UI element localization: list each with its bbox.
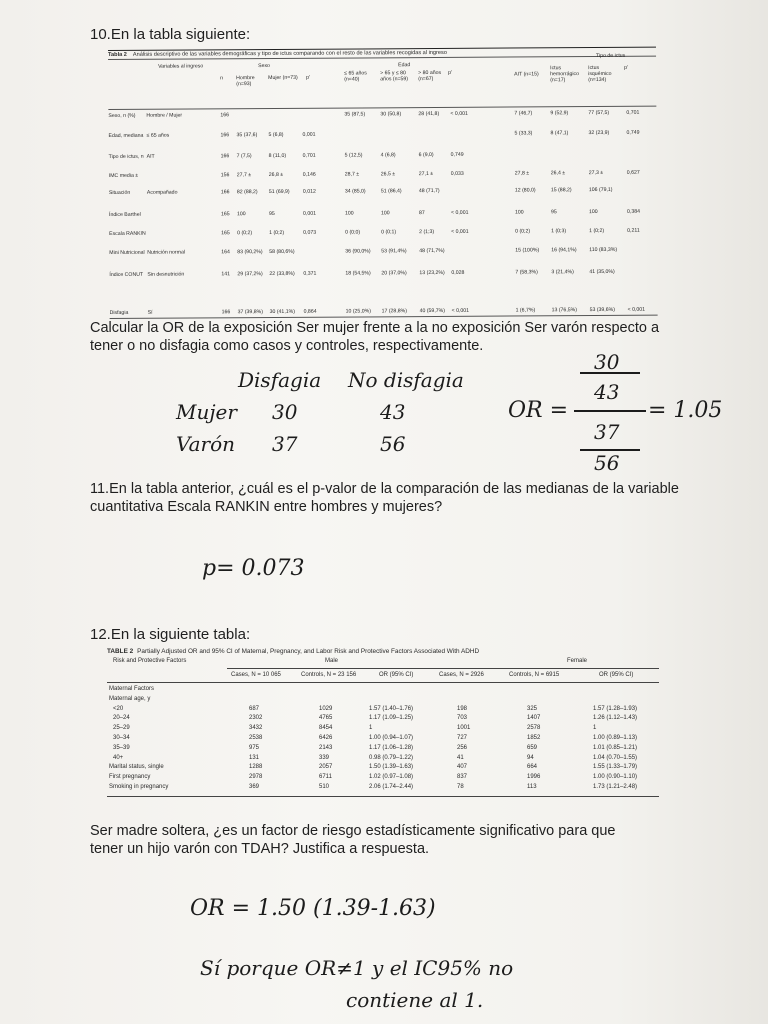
- t2-h-cases-m: Cases, N = 10 065: [231, 672, 281, 678]
- table1-cell-c4: 26,5 ±: [380, 171, 396, 178]
- table2-cell-label: 30–34: [113, 735, 130, 741]
- hw-mujer-no: 43: [380, 400, 406, 424]
- table1-cell-n: 165: [221, 230, 230, 237]
- hw-frac-bot-num: 37: [594, 420, 620, 444]
- table1-cell-label: Escala RANKIN: [109, 230, 146, 237]
- table1-cell-c4: 4 (6,8): [380, 152, 396, 159]
- table1-cell-p2: 0,033: [450, 170, 464, 177]
- hw-varon-disfagia: 37: [272, 432, 298, 456]
- table1-cell-label: Disfagia: [109, 309, 129, 316]
- t1-h-n: n: [220, 75, 224, 82]
- table1-caption: [108, 47, 656, 60]
- table1-cell-n: 166: [220, 132, 230, 139]
- table1-cell-c8: 77 (57,5): [588, 109, 610, 117]
- table1-cell-c5: 13 (23,2%): [419, 269, 445, 277]
- table2-cell-fk: 1407: [527, 715, 541, 722]
- t2-h-or-f: OR (95% CI): [599, 672, 634, 678]
- table2-row: [107, 745, 659, 754]
- table2-cell-fk: 94: [527, 754, 534, 761]
- table1-cell-c5: 28 (41,8): [418, 110, 440, 118]
- table1-cell-c2: 22 (33,8%): [269, 270, 295, 278]
- table1-cell-c8: 32 (23,9): [588, 129, 610, 137]
- table1-cell-n: 165: [220, 211, 230, 218]
- table1-cell-sub: Sin desnutrición: [147, 271, 185, 278]
- table1-cell-sub: Sí: [147, 309, 153, 316]
- t1-h-p: p': [306, 74, 311, 81]
- table1-cell-p3: < 0,001: [627, 306, 646, 313]
- table1-cell-c4: 20 (37,0%): [381, 270, 407, 277]
- table2-cell-fc: 256: [457, 744, 468, 751]
- table1-cell-p2: < 0,001: [450, 110, 468, 117]
- q12-heading: 12.En la siguiente tabla:: [90, 626, 251, 643]
- hw-row-varon: Varón: [176, 432, 236, 456]
- t1-h-isq: Ictus isquémico (n=134): [588, 65, 612, 84]
- table1-cell-p1: 0,073: [303, 229, 317, 236]
- table1-cell-c7: 13 (76,5%): [551, 307, 578, 314]
- table1-cell-p3: 0,384: [626, 208, 641, 215]
- table1-cell-c8: 41 (35,0%): [589, 268, 615, 276]
- hw-frac-bot-den: 56: [594, 451, 620, 475]
- table1-cell-c6: 0 (0;2): [515, 228, 531, 235]
- table1-cell-n: 164: [221, 249, 230, 256]
- table2-cell-mc: 2538: [249, 735, 263, 741]
- table1-cell-c7: 26,4 ±: [550, 170, 566, 177]
- table1-cell-p3: 0,701: [626, 109, 640, 116]
- table2-cell-fk: 659: [527, 744, 538, 751]
- table1-cell-c3: 36 (90,0%): [345, 248, 371, 255]
- table1-cell-c3: 35 (87,5): [344, 111, 366, 118]
- table2-cell-mk: 4765: [319, 715, 333, 722]
- table2-cell-label: First pregnancy: [109, 774, 151, 781]
- t1-h-mujer: Mujer (n=73): [268, 74, 298, 82]
- table1-cell-label: Situación: [108, 189, 131, 196]
- t2-h-female: Female: [567, 658, 588, 664]
- table1-cell-c5: 40 (59,7%): [419, 307, 446, 315]
- t1-h-p3: p': [624, 64, 629, 71]
- table1-cell-c2: 30 (41,1%): [269, 308, 296, 316]
- table1-cell-label: Mini Nutricional: [109, 249, 145, 256]
- table1-cell-c1: 82 (88,2): [236, 189, 258, 196]
- table1-cell-p1: 0,012: [302, 188, 316, 195]
- t2-group-rule: [227, 668, 659, 669]
- table1-row: [108, 110, 656, 124]
- table2-cell-fk: 1852: [527, 735, 541, 741]
- table2-cell-mk: 510: [319, 784, 330, 790]
- table1-cell-c7: 3 (21,4%): [551, 269, 574, 276]
- table1-cell-n: 166: [220, 153, 230, 160]
- table1-cell-c6: 27,8 ±: [514, 170, 530, 177]
- q10-heading: 10.En la tabla siguiente:: [90, 26, 251, 43]
- table1-cell-p2: < 0,001: [451, 228, 469, 235]
- table2-cell-mk: 8454: [319, 725, 333, 732]
- table2-cell-fk: 325: [527, 705, 538, 712]
- table2-caption-label: TABLE 2: [107, 648, 134, 655]
- hw-or-label: OR =: [508, 398, 569, 423]
- table1-cell-c1: 27,7 ±: [236, 172, 252, 179]
- table2-cell-mo: 1.50 (1.39–1.63): [369, 764, 414, 771]
- table2-cell-fo: 1.57 (1.28–1.93): [593, 705, 638, 712]
- table2-row: [107, 735, 659, 744]
- table1-cell-c1: 37 (39,8%): [237, 309, 264, 316]
- table1-cell-c7: 15 (88,2): [550, 187, 572, 194]
- table1-cell-c3: 34 (85,0): [344, 188, 366, 195]
- table2-cell-fk: 1996: [527, 774, 541, 781]
- table2-cell-fc: 1001: [457, 725, 471, 732]
- table2-cell-mk: 6426: [319, 735, 333, 741]
- table2-cell-mo: 0.98 (0.79–1.22): [369, 754, 414, 761]
- table1-cell-c2: 58 (80,6%): [269, 248, 295, 256]
- table2-cell-mk: 2057: [319, 764, 333, 771]
- t2-h-factors: Risk and Protective Factors: [113, 658, 187, 664]
- table1-cell-c5: 48 (71,7%): [419, 247, 445, 255]
- table1-cell-p1: 0,864: [303, 308, 317, 315]
- table1-row: [109, 170, 657, 184]
- table2-cell-fk: 113: [527, 784, 537, 790]
- table1-cell-c3: 10 (25,0%): [345, 308, 372, 315]
- q12-question: Ser madre soltera, ¿es un factor de riesgo estadísticamente significativo para que tener un hijo varón con TDAH? Justifica a respuesta.: [90, 823, 616, 857]
- t1-h-p2: p': [448, 69, 453, 76]
- table1-cell-c1: 7 (7,5): [236, 153, 252, 160]
- hw-mujer-disfagia: 30: [272, 400, 298, 424]
- table2-cell-mk: 2143: [319, 744, 333, 751]
- table1-row: [109, 228, 657, 242]
- table1-cell-c1: 83 (90,2%): [237, 249, 263, 256]
- table1-cell-c2: 95: [268, 210, 275, 218]
- table1-caption-text: Análisis descriptivo de las variables demográficas y tipo de ictus comparando con el resto de las variables recogidas al ingreso: [132, 49, 447, 58]
- table1-cell-c6: 100: [514, 209, 524, 216]
- table1-cell-n: 156: [220, 172, 230, 179]
- hw-answer-line2: contiene al 1.: [346, 988, 484, 1012]
- table1-cell-c4: 0 (0;1): [381, 229, 397, 236]
- table2-cell-fo: 1.73 (1.21–2.48): [593, 784, 638, 790]
- table2-cell-fo: 1.26 (1.12–1.43): [593, 715, 638, 722]
- table1-row: [109, 130, 657, 144]
- table2-row: [107, 696, 659, 705]
- t2-h-male: Male: [325, 658, 339, 664]
- table1-cell-c5: 87: [418, 210, 425, 217]
- table1-cell-c3: 0 (0;0): [345, 229, 361, 236]
- hw-frac-top-line: [580, 372, 640, 374]
- table1-cell-c1: 100: [236, 211, 246, 218]
- table1-cell-label: Edad, mediana: [108, 132, 144, 139]
- table1-cell-c2: 26,8 ±: [268, 171, 284, 179]
- t1-h-hem: Ictus hemorrágico (n=17): [550, 65, 580, 84]
- adhd-table: [107, 648, 659, 808]
- table1-cell-c7: 1 (0;3): [551, 228, 567, 235]
- table2-row: [107, 725, 659, 734]
- table1-cell-c7: 16 (94,1%): [551, 247, 577, 254]
- table1-cell-c4: 53 (91,4%): [381, 248, 407, 255]
- table1-cell-p2: < 0,001: [450, 209, 469, 216]
- table1-cell-label: IMC media ±: [108, 172, 139, 179]
- table1-cell-p1: 0,001: [302, 131, 316, 138]
- table2-cell-mc: 687: [249, 705, 260, 712]
- t1-h-ait: AIT (n=15): [514, 71, 539, 78]
- table2-cell-fc: 727: [457, 735, 468, 741]
- t1-h-sexo: Sexo: [258, 63, 270, 70]
- table2-cell-mk: 339: [319, 754, 330, 761]
- table1-cell-c3: 100: [344, 210, 354, 217]
- table2-cell-fc: 198: [457, 705, 468, 712]
- table1-cell-c5: 48 (71,7): [418, 187, 440, 195]
- descriptive-table: [108, 47, 658, 320]
- hw-frac-top-num: 30: [594, 350, 620, 374]
- table1-cell-sub: Nutrición normal: [147, 249, 186, 256]
- table1-cell-n: 166: [221, 309, 231, 316]
- table1-cell-c7: 8 (47,1): [550, 130, 569, 137]
- table1-cell-c2: 5 (6,8): [268, 131, 284, 139]
- table1-row: [109, 209, 657, 223]
- table1-cell-sub: AIT: [146, 153, 155, 160]
- table1-cell-p3: 0,749: [626, 129, 640, 136]
- table1-cell-n: 166: [220, 112, 230, 119]
- table1-cell-c4: 30 (50,8): [380, 111, 402, 118]
- table1-cell-label: Tipo de ictus, n: [108, 153, 144, 160]
- t1-h-edad3: > 80 años (n=67): [418, 69, 442, 83]
- table2-cell-fo: 1.01 (0.85–1.21): [593, 744, 638, 751]
- table1-row: [109, 269, 657, 283]
- table2-cell-mc: 2978: [249, 774, 263, 781]
- table2-cell-fc: 78: [457, 784, 464, 790]
- table1-cell-p1: 0,371: [303, 270, 317, 277]
- table1-cell-p1: 0,146: [302, 171, 316, 178]
- table2-cell-label: 20–24: [113, 715, 130, 722]
- hw-varon-no: 56: [380, 432, 406, 456]
- table1-cell-c4: 51 (86,4): [380, 188, 402, 195]
- table1-cell-p3: 0,627: [626, 169, 640, 176]
- table2-cell-mc: 369: [249, 784, 260, 790]
- table1-cell-n: 141: [221, 271, 231, 278]
- table1-cell-c2: 51 (69,9): [268, 188, 290, 196]
- hw-row-mujer: Mujer: [176, 400, 237, 424]
- table2-cell-mo: 2.06 (1.74–2.44): [369, 784, 414, 790]
- table1-cell-c6: 7 (46,7): [514, 110, 533, 117]
- table2-cell-fo: 1.55 (1.33–1.79): [593, 764, 638, 771]
- table2-cell-mo: 1: [369, 725, 373, 732]
- table2-cell-mo: 1.00 (0.94–1.07): [369, 735, 414, 741]
- table1-cell-c2: 8 (11,0): [268, 152, 287, 160]
- table1-caption-label: Tabla 2: [108, 51, 127, 58]
- t2-bottom-rule: [107, 796, 659, 797]
- t1-h-edad2: > 65 y ≤ 80 años (n=59): [380, 70, 409, 83]
- table2-cell-fk: 664: [527, 764, 538, 771]
- table1-cell-c8: 1 (0;2): [589, 227, 605, 235]
- hw-or-result: = 1.05: [648, 398, 723, 423]
- table2-cell-fo: 1.04 (0.70–1.55): [593, 754, 638, 761]
- table2-cell-mo: 1.57 (1.40–1.76): [369, 705, 414, 712]
- table2-cell-fc: 837: [457, 774, 468, 781]
- table2-caption-text: Partially Adjusted OR and 95% CI of Maternal, Pregnancy, and Labor Risk and Protective Factors Associated With ADHD: [137, 648, 480, 655]
- q10-question: Calcular la OR de la exposición Ser mujer frente a la no exposición Ser varón respecto a tener o no disfagia como casos y controles, respectivamente.: [90, 320, 660, 354]
- table2-cell-label: Smoking in pregnancy: [109, 784, 169, 790]
- table1-cell-c3: 28,7 ±: [344, 171, 360, 178]
- table1-cell-p1: 0,701: [302, 152, 316, 159]
- table1-cell-c8: 27,3 ±: [588, 169, 604, 177]
- table1-cell-c6: 15 (100%): [515, 247, 540, 254]
- table2-cell-fo: 1: [593, 725, 597, 732]
- hw-or-ci: OR = 1.50 (1.39-1.63): [190, 896, 436, 921]
- table1-cell-c4: 100: [380, 210, 390, 217]
- table1-cell-p2: 0,749: [450, 151, 464, 158]
- table2-row: [107, 686, 659, 695]
- t2-h-controls-m: Controls, N = 23 156: [301, 672, 357, 678]
- table2-row: [107, 706, 659, 715]
- table1-row: [109, 247, 657, 261]
- table2-row: [107, 774, 659, 783]
- table1-cell-c6: 1 (6,7%): [515, 307, 536, 314]
- table2-cell-fc: 41: [457, 754, 464, 761]
- table1-cell-c7: 9 (52,9): [550, 110, 569, 117]
- hw-col-disfagia: Disfagia: [238, 368, 322, 392]
- table2-cell-label: Marital status, single: [109, 764, 164, 771]
- table1-cell-p2: 0,028: [451, 269, 465, 276]
- table2-cell-mc: 3432: [249, 725, 263, 732]
- table2-cell-mc: 131: [249, 754, 260, 761]
- table1-cell-c8: 110 (83,3%): [589, 246, 618, 254]
- table1-cell-c1: 29 (37,2%): [237, 271, 263, 278]
- table1-cell-c5: 2 (1;3): [419, 229, 435, 236]
- table1-cell-p3: 0,211: [627, 227, 640, 234]
- table2-cell-mk: 1029: [319, 705, 333, 712]
- table1-cell-label: Índice CONUT: [109, 271, 144, 278]
- table2-cell-fc: 703: [457, 715, 468, 722]
- table2-cell-label: 35–39: [113, 744, 130, 751]
- t1-h-edad1: ≤ 65 años (n=40): [344, 70, 367, 83]
- table2-cell-mc: 2302: [249, 715, 263, 722]
- table1-cell-sub: ≤ 65 años: [146, 132, 170, 139]
- table1-cell-label: Sexo, n (%): [108, 112, 136, 119]
- t2-h-cases-f: Cases, N = 2926: [439, 672, 484, 678]
- table1-cell-n: 166: [220, 189, 230, 196]
- table1-cell-c1: 0 (0;2): [237, 230, 253, 237]
- t1-h-tipo: Tipo de ictus: [596, 52, 626, 60]
- t2-h-controls-f: Controls, N = 6915: [509, 672, 560, 678]
- table2-row: [107, 784, 659, 793]
- table2-cell-label: Maternal Factors: [109, 686, 155, 692]
- table2-cell-fc: 407: [457, 764, 468, 771]
- t1-h-edad: Edad: [398, 62, 411, 69]
- table1-cell-c6: 7 (58,3%): [515, 269, 538, 276]
- hw-frac-top-den: 43: [594, 380, 620, 404]
- table2-cell-mo: 1.17 (1.06–1.28): [369, 744, 414, 751]
- q11-heading: 11.En la tabla anterior, ¿cuál es el p-valor de la comparación de las medianas de la variable cuantitativa Escala RANKIN entre hombres y mujeres?: [90, 481, 679, 515]
- table2-row: [107, 715, 659, 724]
- hw-col-no-disfagia: No disfagia: [348, 368, 464, 392]
- table1-cell-c6: 5 (33,3): [514, 130, 533, 137]
- table2-cell-fk: 2578: [527, 725, 541, 732]
- table2-cell-mo: 1.17 (1.09–1.25): [369, 715, 414, 722]
- table2-cell-mc: 1288: [249, 764, 263, 771]
- table2-cell-mk: 6711: [319, 774, 332, 781]
- table2-cell-label: Maternal age, y: [109, 695, 151, 702]
- hw-answer-line1: Sí porque OR≠1 y el IC95% no: [200, 956, 514, 980]
- table1-cell-label: Índice Barthel: [108, 211, 141, 218]
- t1-h-hombre: Hombre (n=93): [236, 75, 255, 88]
- table2-cell-mc: 975: [249, 744, 260, 751]
- table1-row: [109, 151, 657, 165]
- table2-row: [107, 764, 659, 773]
- table1-cell-c6: 12 (80,0): [514, 187, 536, 194]
- table1-cell-c3: 5 (12,5): [344, 152, 363, 159]
- table1-cell-c5: 27,1 ±: [418, 171, 434, 178]
- table1-cell-c8: 53 (39,6%): [589, 306, 616, 314]
- table1-cell-c3: 18 (54,5%): [345, 270, 371, 277]
- table1-cell-c4: 17 (28,8%): [381, 308, 408, 315]
- table2-cell-label: <20: [113, 705, 124, 712]
- table2-row: [107, 755, 659, 764]
- table1-cell-c7: 95: [550, 209, 557, 216]
- table1-cell-p1: 0,001: [302, 210, 317, 217]
- table2-cell-fo: 1.00 (0.89–1.13): [593, 735, 638, 741]
- table1-cell-sub: Acompañado: [146, 189, 178, 196]
- hw-frac-main-line: [574, 410, 646, 412]
- table1-cell-sub: Hombre / Mujer: [146, 112, 183, 119]
- table2-cell-mo: 1.02 (0.97–1.08): [369, 774, 414, 781]
- table1-cell-p2: < 0,001: [451, 307, 470, 314]
- table2-cell-label: 25–29: [113, 725, 130, 732]
- table1-cell-c2: 1 (0;2): [269, 229, 285, 237]
- table1-cell-c8: 106 (79,1): [588, 186, 613, 194]
- table2-cell-label: 40+: [113, 754, 124, 761]
- t2-header-rule: [107, 682, 659, 683]
- t1-h-variables: Variables al ingreso: [158, 63, 204, 70]
- table1-cell-c5: 6 (9,0): [418, 152, 434, 159]
- t2-h-or-m: OR (95% CI): [379, 672, 414, 678]
- table2-cell-fo: 1.00 (0.90–1.10): [593, 774, 638, 781]
- table1-cell-c8: 100: [588, 209, 598, 216]
- table2-caption: [107, 648, 479, 655]
- table1-cell-c1: 35 (37,6): [236, 132, 258, 139]
- hw-p-value: p= 0.073: [202, 556, 305, 581]
- table1-row: [109, 187, 657, 201]
